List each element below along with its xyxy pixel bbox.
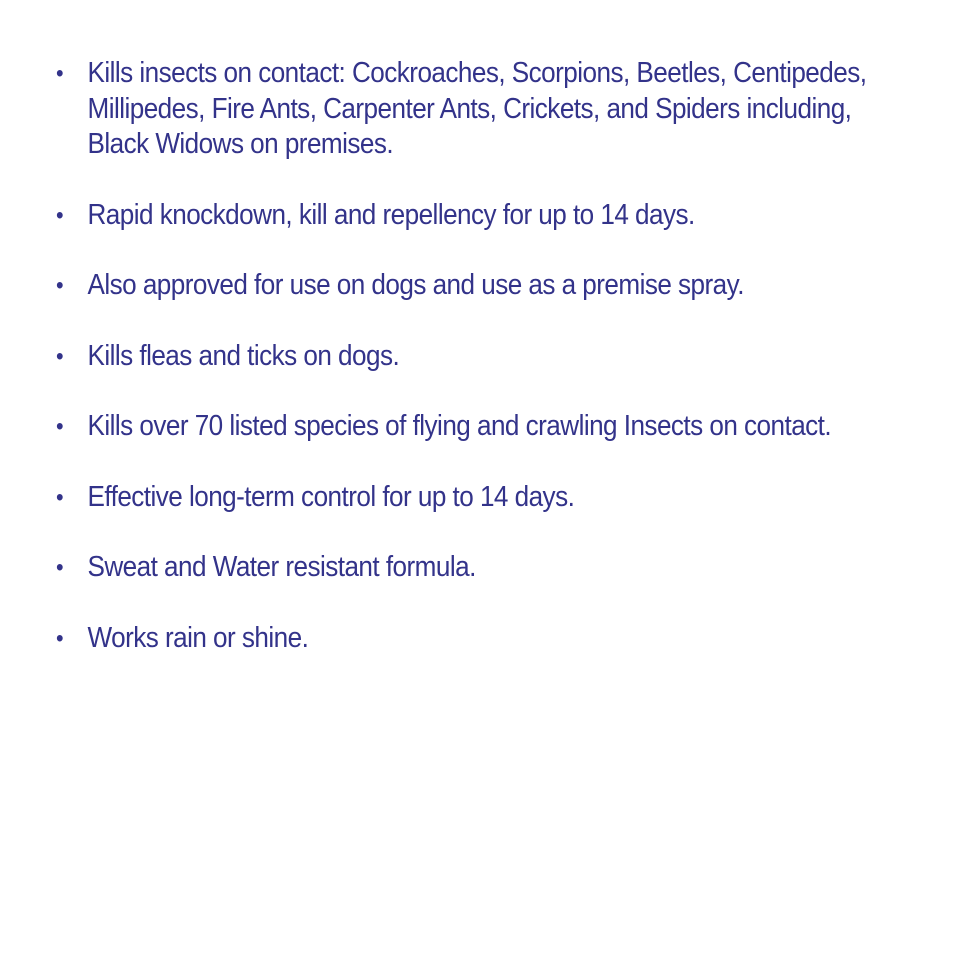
feature-text: Also approved for use on dogs and use as a premise spray. [87, 269, 744, 301]
feature-text: Sweat and Water resistant formula. [87, 551, 476, 583]
feature-list [56, 56, 916, 691]
bullet-icon: • [56, 60, 64, 87]
feature-item [56, 480, 916, 516]
feature-item [56, 550, 916, 586]
feature-item [56, 621, 916, 657]
bullet-icon: • [56, 272, 64, 299]
feature-text: Effective long-term control for up to 14 days. [87, 480, 575, 513]
feature-text: Kills insects on contact: Cockroaches, Scorpions, Beetles, Centipedes, Millipedes, Fire Ants, Carpenter Ants, Crickets, and Spiders including, Black Widows on premises. [87, 57, 867, 160]
bullet-icon: • [56, 624, 64, 652]
feature-item [56, 268, 916, 304]
feature-text: Rapid knockdown, kill and repellency for up to 14 days. [87, 198, 695, 231]
bullet-icon: • [56, 483, 64, 511]
bullet-icon: • [56, 413, 64, 440]
bullet-icon: • [56, 201, 64, 229]
feature-text: Works rain or shine. [87, 621, 309, 654]
feature-item [56, 339, 916, 375]
bullet-icon: • [56, 554, 64, 581]
feature-item [56, 409, 916, 445]
feature-text: Kills fleas and ticks on dogs. [87, 339, 400, 372]
bullet-icon: • [56, 342, 64, 370]
feature-item [56, 56, 916, 163]
feature-item [56, 198, 916, 234]
feature-text: Kills over 70 listed species of flying and crawling Insects on contact. [87, 410, 832, 442]
